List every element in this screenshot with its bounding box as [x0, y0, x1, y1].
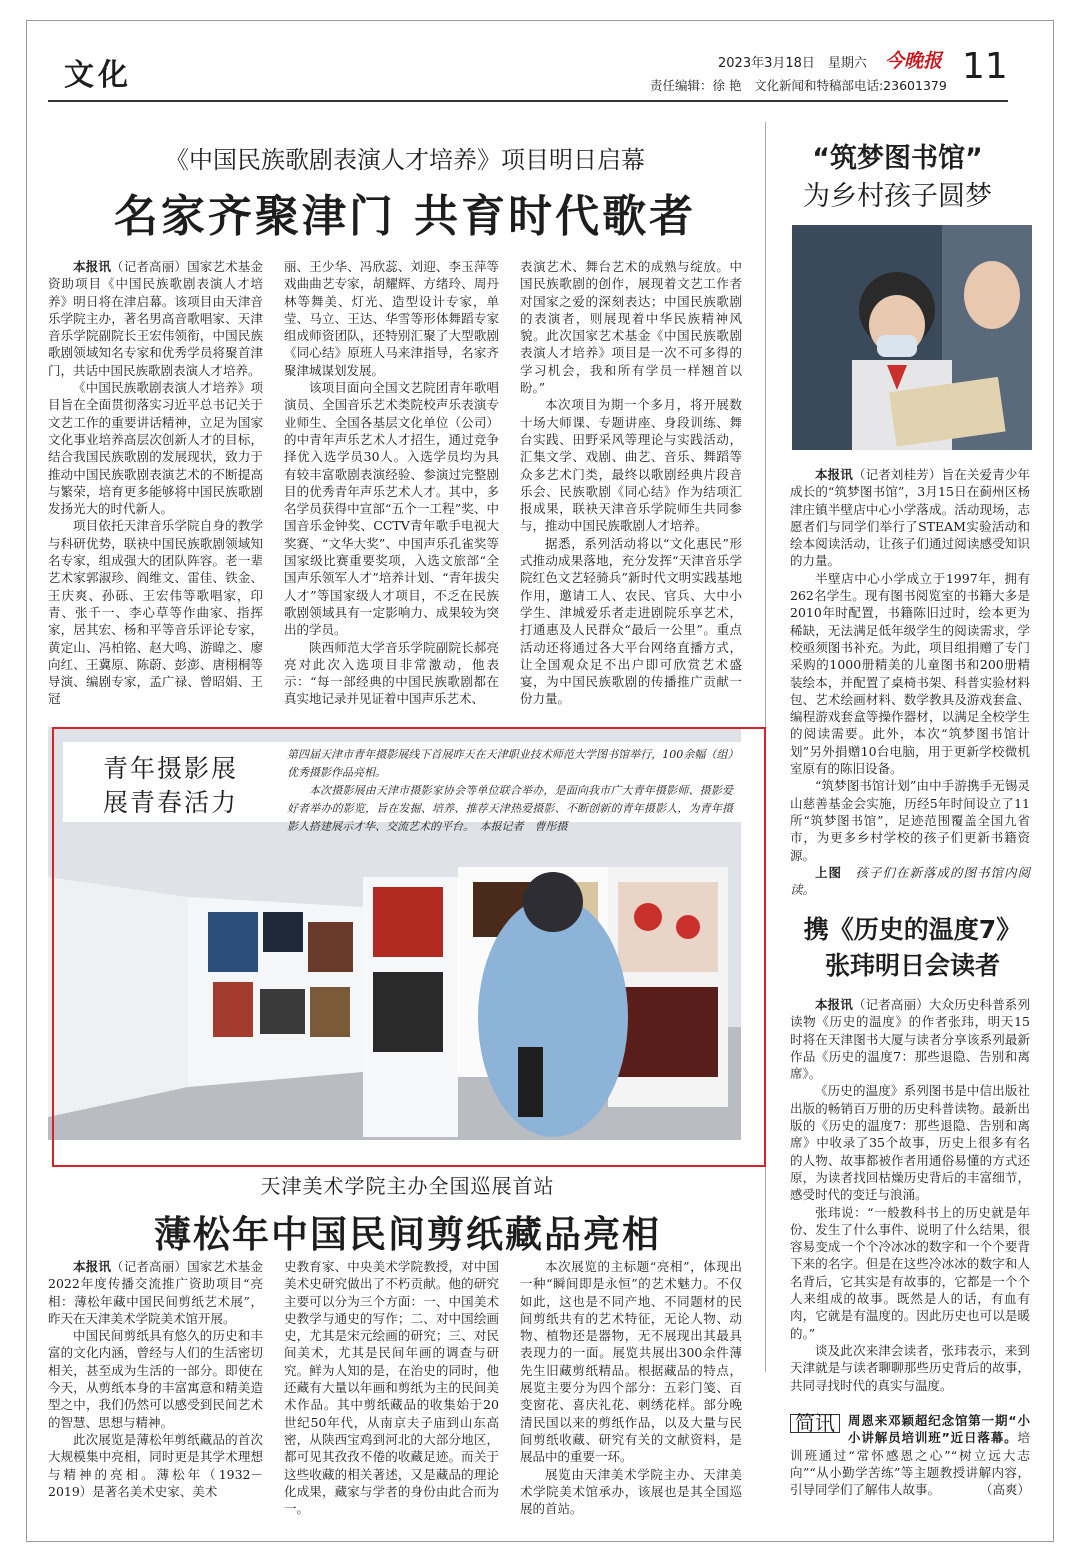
library-caption: 上图 孩子们在新落成的图书馆内阅读。: [790, 864, 1030, 898]
brief-headline: 周恩来邓颖超纪念馆第一期“小小讲解员培训班”近日落幕。: [848, 1413, 1030, 1446]
library-photo-illustration: [792, 225, 1032, 450]
photo-caption-text: 第四届天津市青年摄影展线下首展昨天在天津职业技术师范大学图书馆举行，100余幅（组）优秀摄影作品亮相。: [287, 748, 733, 779]
library-paragraph: “筑梦图书馆计划”由中手游携手无锡灵山慈善基金会实施，历经5年时间设立了11所“筑梦图书馆”，足迹范围覆盖全国九省市，为更多乡村学校的孩子们更新书籍资源。: [790, 778, 1030, 863]
book-body: [790, 996, 1030, 1394]
issue-date: 2023年3月18日 星期六: [718, 56, 867, 71]
book-headline-line: 张玮明日会读者: [824, 951, 1000, 980]
lead-col-3: [520, 258, 742, 708]
brief-section: [790, 1412, 1030, 1498]
book-headline-line: 携《历史的温度7》: [803, 915, 1022, 944]
photo-title-line: 青年摄影展: [103, 754, 239, 783]
papercut-paragraph: 史教育家、中央美术学院教授，对中国美术史研究做出了不朽贡献。他的研究主要可以分为三个方面：一、中国美术史教学与通史的写作；二、对中国绘画史，尤其是宋元绘画的研究；三、对民间美术，尤其是民间年画的调查与研究。鲜为人知的是，在治史的同时，他还藏有大量以年画和剪纸为主的民间美术作品。其中剪纸藏品的收集始于20世纪50年代，从南京夫子庙到山东高密，从陕西宝鸡到河北的大部分地区，都可见其孜孜不倦的收藏足迹。而关于这些收藏的相关著述，又是藏品的理论化成果，藏家与学者的身份由此合而为一。: [284, 1259, 499, 1517]
dateline: 本报讯: [815, 467, 853, 482]
papercut-col-3: [520, 1258, 742, 1517]
papercut-paragraph: 此次展览是薄松年剪纸藏品的首次大规模集中亮相，同时更是其学术理想与精神的亮相。薄松年（1932－2019）是著名美术史家、美术: [48, 1431, 263, 1499]
reporter: （记者高丽）: [111, 1259, 188, 1274]
reporter: （记者刘桂芳）: [852, 467, 942, 482]
library-headline: [785, 140, 1010, 216]
papercut-kicker: 天津美术学院主办全国巡展首站: [260, 1174, 555, 1198]
lead-paragraph: 《中国民族歌剧表演人才培养》项目旨在全面贯彻落实习近平总书记关于文艺工作的重要讲话精神，立足为国家文化事业培养高层次创新人才的目标，结合我国民族歌剧的发展现状，致力于推动中国民族歌剧表演艺术的不断提高与繁荣，培育更多能够将中国民族歌剧发扬光大的时代新人。: [48, 380, 263, 517]
reporter: （记者高丽）: [111, 259, 188, 274]
library-paragraph: 本报讯（记者刘桂芳）旨在关爱青少年成长的“筑梦图书馆”，3月15日在蓟州区杨津庄镇半壁店中心小学落成。活动现场，志愿者们与同学们举行了STEAM实验活动和绘本阅读活动，让孩子们通过阅读感受知识的力量。: [790, 467, 1030, 569]
book-paragraph: 《历史的温度》系列图书是中信出版社出版的畅销百万册的历史科普读物。最新出版的《历史的温度7：那些退隐、告别和离席》中收录了35个故事，历史上很多有名的人物、故事都被作者用通俗易懂的方式还原，为读者找回枯燥历史背后的丰富细节，感受时代的变迁与浪涌。: [790, 1083, 1030, 1203]
dateline: 本报讯: [815, 997, 853, 1012]
brief-byline: （高爽）: [979, 1482, 1030, 1498]
photo-caption-text: 本次摄影展由天津市摄影家协会等单位联合举办，是面向我市广大青年摄影师、摄影爱好者举办的影览，旨在发掘、培养、推荐天津热爱摄影、不断创新的青年摄影人，为青年摄影人搭建展示才华、交流艺术的平台。 本报记者 曹彤摄: [287, 784, 733, 833]
lead-col-2: [284, 258, 499, 708]
lead-paragraph: 本报讯（记者高丽）国家艺术基金资助项目《中国民族歌剧表演人才培养》明日将在津启幕。该项目由天津音乐学院主办，著名男高音歌唱家、天津音乐学院副院长王宏伟领衔，中国民族歌剧领域知名专家和优秀学员将聚首津门，共话中国民族歌剧表演人才培养。: [48, 259, 263, 378]
reporter: （记者高丽）: [852, 997, 929, 1012]
brief-body: 培训班通过“常怀感恩之心”“树立远大志向”“从小勤学苦练”等主题教授讲解内容，引导同学们了解伟人故事。: [790, 1430, 1030, 1498]
papercut-paragraph: 展览由天津美术学院主办、天津美术学院美术馆承办，该展也是其全国巡展的首站。: [520, 1466, 742, 1517]
lead-paragraph: 项目依托天津音乐学院自身的教学与科研优势，联袂中国民族歌剧领域知名专家，组成强大的团队阵容。老一辈艺术家郭淑珍、阎维文、雷佳、铁金、王庆爽、孙砾、王宏伟等歌唱家，印青、张千一、李心草等作曲家、指挥家，居其宏、杨和平等音乐评论专家，黄定山、冯柏铭、赵大鸣、游暐之、廖向红、王冀原、陈蔚、彭澎、唐栩桐等导演、编剧专家，孟广禄、曾昭娟、王冠: [48, 518, 263, 707]
section-name: 文化: [64, 58, 132, 93]
papercut-headline: 薄松年中国民间剪纸藏品亮相: [154, 1213, 661, 1256]
book-paragraph: 谈及此次来津会读者，张玮表示，来到天津就是与读者聊聊那些历史背后的故事，共同寻找时代的真实与温度。: [790, 1342, 1030, 1393]
papercut-paragraph: 本次展览的主标题“亮相”，体现出一种“瞬间即是永恒”的艺术魅力。不仅如此，这也是不同产地、不同题材的民间剪纸共有的艺术特征，无论人物、动物、植物还是器物，无不展现出其最具表现力的一面。展览共展出300余件薄先生旧藏剪纸精品。根据藏品的特点，展览主要分为四个部分：五彩门笺、百变窗花、喜庆礼花、刺绣花样。部分晚清民国以来的剪纸作品，以及大量与民间剪纸收藏、研究有关的文献资料，是展品中的重要一环。: [520, 1259, 742, 1465]
editor-line: 责任编辑：徐 艳 文化新闻和特稿部电话:23601379: [650, 78, 947, 93]
library-paragraph: 半壁店中心小学成立于1997年，拥有262名学生。现有图书阅览室的书籍大多是2010年时配置，书籍陈旧过时，绘本更为稀缺，无法满足低年级学生的阅读需求，学校亟须图书补充。为此，项目组捐赠了专门采购的1000册精美的儿童图书和200册精装绘本，并配置了桌椅书架、科普实验材料包、艺术绘画材料、数学教具及游戏套盒、编程游戏套盒等操作器材，以满足全校学生的阅读需要。此外，本次“筑梦图书馆计划”另外捐赠10台电脑，用于更新学校微机室原有的陈旧设备。: [790, 570, 1030, 777]
lead-paragraph: 表演艺术、舞台艺术的成熟与绽放。中国民族歌剧的创作，展现着文艺工作者对国家之爱的深刻表达；中国民族歌剧的表演者，则展现着中华民族精神风貌。此次国家艺术基金《中国民族歌剧表演人才培养》项目是一次不可多得的学习机会，我和所有学员一样翘首以盼。”: [520, 259, 742, 396]
book-headline: [785, 912, 1040, 984]
highlight-frame: [52, 727, 766, 1167]
papercut-col-1: [48, 1258, 263, 1500]
page-number: 11: [962, 46, 1008, 87]
lead-paragraph: 据悉，系列活动将以“文化惠民”形式推动成果落地，充分发挥“天津音乐学院红色文艺轻骑兵”新时代文明实践基地作用，邀请工人、农民、官兵、大中小学生、津城爱乐者走进剧院乐享艺术，打通惠及人民群众“最后一公里”。重点活动还将通过各大平台网络直播方式，让全国观众足不出户即可欣赏艺术盛宴，为中国民族歌剧的传播推广贡献一份力量。: [520, 535, 742, 707]
library-body: [790, 466, 1030, 898]
papercut-paragraph: 本报讯（记者高丽）国家艺术基金2022年度传播交流推广资助项目“亮相：薄松年藏中国民间剪纸艺术展”，昨天在天津美术学院美术馆开展。: [48, 1259, 263, 1326]
brief-tag: 简讯: [790, 1414, 840, 1433]
dateline: 本报讯: [73, 1259, 112, 1274]
book-paragraph: 张玮说：“一般教科书上的历史就是年份、发生了什么事件、说明了什么结果，很容易变成一个个冷冰冰的数字和一个个要背下来的名字。但是在这些冷冰冰的数字和人名背后，它其实是有故事的，它都是一个个人来组成的故事。既然是人的话，有血有肉，它就是有温度的。因此历史也可以是暖的。”: [790, 1204, 1030, 1341]
papercut-col-2: [284, 1258, 499, 1517]
library-photo: [792, 225, 1032, 450]
lead-paragraph: 丽、王少华、冯欣蕊、刘迎、李玉萍等戏曲曲艺专家，胡耀辉、方绪玲、周丹林等舞美、灯光、造型设计专家，单莹、马立、王达、华雪等形体舞蹈专家组成师资团队，还特别汇聚了大型歌剧《同心结》原班人马来津指导，名家齐聚津城谋划发展。: [284, 259, 499, 378]
lead-paragraph: 陕西师范大学音乐学院副院长郝亮亮对此次入选项目非常激动，他表示：“每一部经典的中国民族歌剧都在真实地记录并见证着中国声乐艺术、: [284, 639, 499, 707]
header-rule: [48, 100, 1008, 102]
lead-col-1: [48, 258, 263, 708]
photo-title-line: 展青春活力: [103, 788, 239, 817]
library-headline-line: 为乡村孩子圆梦: [803, 181, 992, 212]
book-paragraph: 本报讯（记者高丽）大众历史科普系列读物《历史的温度》的作者张玮，明天15时将在天津图书大厦与读者分享该系列最新作品《历史的温度7：那些退隐、告别和离席》。: [790, 997, 1030, 1082]
newspaper-logo: 今晚报: [885, 50, 943, 72]
lead-kicker: 《中国民族歌剧表演人才培养》项目明日启幕: [165, 146, 645, 174]
lead-paragraph: 该项目面向全国文艺院团青年歌唱演员、全国音乐艺术类院校声乐表演专业师生、全国各基层文化单位（公司）的中青年声乐艺术人才招生，通过竞争择优入选学员30人。入选学员均为具有较丰富歌剧表演经验、参演过完整剧目的优秀青年声乐艺术人才。其中，多名学员获得中宣部“五个一工程”奖、中国音乐金钟奖、CCTV青年歌手电视大奖赛、“文华大奖”、中国声乐孔雀奖等国家级比赛重要奖项，入选文旅部“全国声乐领军人才”培养计划、“青年拔尖人才”等国家级人才项目，不乏在民族歌剧领域具有一定影响力、成果较为突出的学员。: [284, 380, 499, 638]
library-headline-line: “筑梦图书馆”: [812, 143, 983, 174]
lead-paragraph: 本次项目为期一个多月，将开展数十场大师课、专题讲座、身段训练、舞台实践、田野采风等理论与实践活动，汇集文学、戏剧、曲艺、音乐、舞蹈等众多艺术门类，最终以歌剧经典片段音乐会、民族歌剧《同心结》作为结项汇报成果，联袂天津音乐学院师生共同参与，推动中国民族歌剧人才培养。: [520, 397, 742, 534]
dateline: 本报讯: [73, 259, 112, 274]
lead-headline: 名家齐聚津门 共育时代歌者: [113, 191, 697, 242]
papercut-paragraph: 中国民间剪纸具有悠久的历史和丰富的文化内涵，曾经与人们的生活密切相关，甚至成为生活的一部分。即使在今天，从剪纸本身的丰富寓意和精美造型之中，我们仍然可以感受到民间艺术的智慧、思想与精神。: [48, 1328, 263, 1430]
